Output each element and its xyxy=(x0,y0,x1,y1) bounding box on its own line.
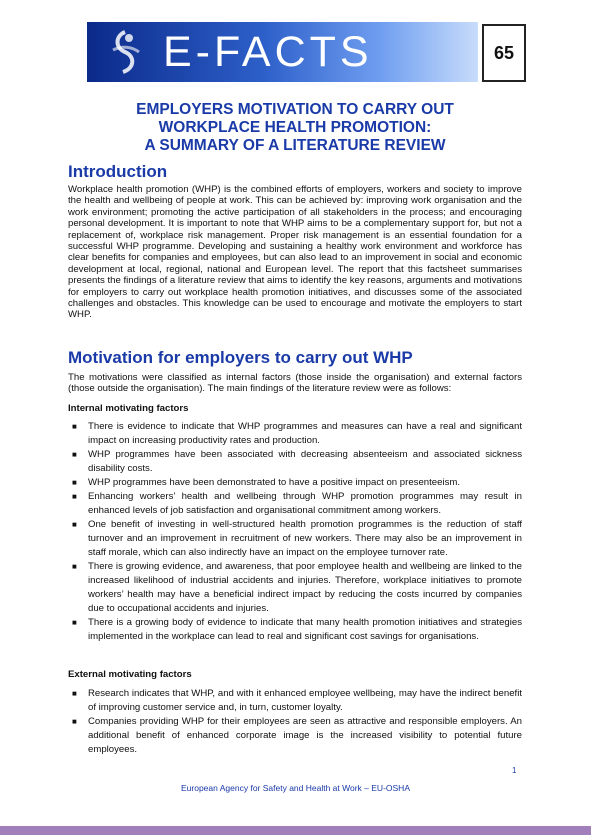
efacts-banner xyxy=(87,22,478,82)
bullet-icon: ■ xyxy=(72,717,77,726)
footer-text: European Agency for Safety and Health at Work – EU-OSHA xyxy=(181,783,410,793)
list-item: ■ One benefit of investing in well-structured health promotion programmes is the reduction of staff turnover and an improvement in recruitment of new workers. There may also be an improvement in staff morale, which can also indirectly have an impact on the employee turnover rate. xyxy=(72,519,522,558)
issue-number: 65 xyxy=(482,24,526,82)
bullet-icon: ■ xyxy=(72,450,77,459)
list-item: ■ There is evidence to indicate that WHP programmes and measures can have a real and significant impact on increasing productivity rates and production. xyxy=(72,421,522,446)
list-item: ■ There is growing evidence, and awareness, that poor employee health and wellbeing are linked to the increased likelihood of industrial accidents and injuries. Therefore, workplace initiatives to promote workers’ health may have a beneficial indirect impact by reducing the costs incurred by companies due to occupational accidents and injuries. xyxy=(72,561,522,614)
brand-title: E-FACTS xyxy=(163,28,373,76)
bullet-icon: ■ xyxy=(72,478,77,487)
motivation-heading: Motivation for employers to carry out WHP xyxy=(68,348,413,367)
list-item: ■ Research indicates that WHP, and with it enhanced employee wellbeing, may have the indirect benefit of improving customer service and, in turn, customer loyalty. xyxy=(72,688,522,713)
title-line: EMPLOYERS MOTIVATION TO CARRY OUT xyxy=(136,101,454,118)
eu-osha-logo-icon xyxy=(103,28,149,76)
bullet-icon: ■ xyxy=(72,618,77,627)
intro-heading: Introduction xyxy=(68,162,168,181)
title-line: WORKPLACE HEALTH PROMOTION: xyxy=(158,119,432,136)
title-line: A SUMMARY OF A LITERATURE REVIEW xyxy=(144,137,446,154)
motivation-paragraph: The motivations were classified as internal factors (those inside the organisation) and external factors (those outside the organisation). The main findings of the literature review were as follows: xyxy=(68,372,522,395)
document-title xyxy=(60,101,530,155)
list-item: ■ Enhancing workers’ health and wellbeing through WHP promotion programmes may result in enhanced levels of job satisfaction and organisational commitment among workers. xyxy=(72,491,522,516)
bullet-icon: ■ xyxy=(72,422,77,431)
bullet-icon: ■ xyxy=(72,520,77,529)
page-number: 1 xyxy=(512,766,517,775)
bullet-icon: ■ xyxy=(72,689,77,698)
external-factors-heading: External motivating factors xyxy=(68,669,192,680)
internal-factors-list xyxy=(68,420,522,644)
internal-factors-heading: Internal motivating factors xyxy=(68,403,189,414)
bottom-decorative-bar xyxy=(0,826,591,835)
list-item: ■ WHP programmes have been associated with decreasing absenteeism and associated sickness disability costs. xyxy=(72,449,522,474)
list-item: ■ WHP programmes have been demonstrated to have a positive impact on presenteeism. xyxy=(72,477,461,488)
bullet-icon: ■ xyxy=(72,562,77,571)
external-factors-list xyxy=(68,687,522,757)
list-item: ■ Companies providing WHP for their employees are seen as attractive and responsible employers. An additional benefit of enhanced corporate image is the increased visibility to potential future employees. xyxy=(72,716,522,755)
list-item: ■ There is a growing body of evidence to indicate that many health promotion initiatives and strategies implemented in the workplace can lead to real and significant cost savings for organisations. xyxy=(72,617,522,642)
intro-paragraph: Workplace health promotion (WHP) is the combined efforts of employers, workers and society to improve the health and wellbeing of people at work. This can be achieved by: improving work organisation and the work environment; promoting the active participation of all stakeholders in the process; and encouraging personal development. It is important to note that WHP aims to be a complementary support for, but not a replacement of, workplace risk management. Proper risk management is an essential foundation for a successful WHP programme. Developing and sustaining a healthy work environment and workforce has clear benefits for companies and employees, but can also lead to an improvement in social and economic development at local, regional, national and European level. The report that this factsheet summarises presents the findings of a literature review that aims to identify the key reasons, arguments and motivations for employers to carry out workplace health promotion initiatives, and discusses some of the associated challenges and obstacles. This knowledge can be used to encourage and motivate the employers to start WHP. xyxy=(68,184,522,321)
bullet-icon: ■ xyxy=(72,492,77,501)
